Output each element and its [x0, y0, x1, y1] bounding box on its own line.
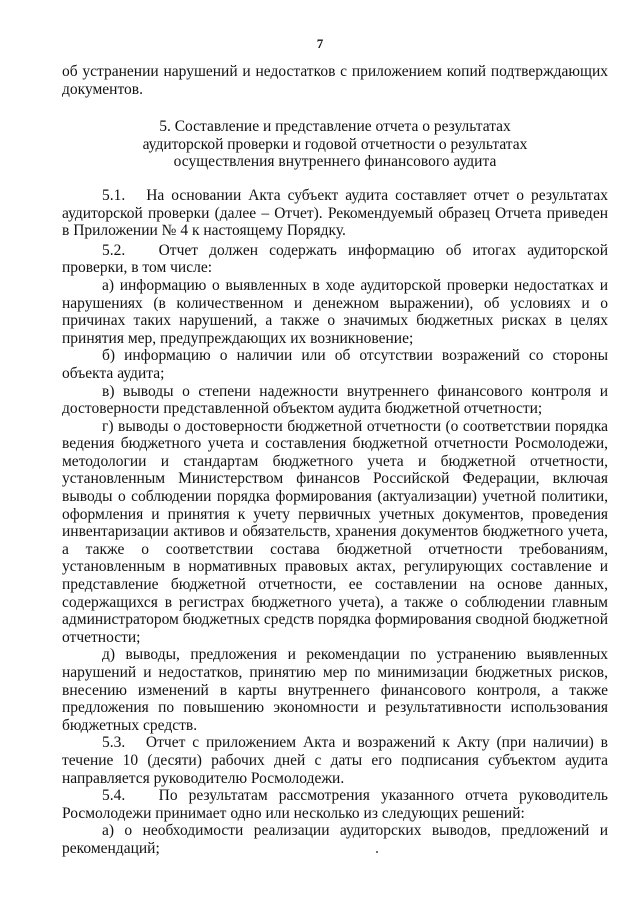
list-item-g: г) выводы о достоверности бюджетной отчетности (о соответствии порядка ведения бюджетного учета и составления бюджетной отчетности Росмолодежи, методологии и стандартам бюджетного учета и бюджетной отчетности, установленным Министерством финансов Российской Федерации, включая выводы о соблюдении порядка формирования (актуализации) учетной политики, оформления и принятия к учету первичных учетных документов, проведения инвентаризации активов и обязательств, хранения документов бюджетного учета, а также о соответствии состава бюджетной отчетности требованиям, установленным в нормативных правовых актах, регулирующих составление и представление бюджетной отчетности, ее составлении на основе данных, содержащихся в регистрах бюджетного учета), а также о соблюдении главным администратором бюджетных средств порядка формирования сводной бюджетной отчетности;: [62, 417, 608, 646]
page-number: 7: [316, 36, 324, 51]
section-title-line-3: осуществления внутреннего финансового аудита: [173, 153, 497, 171]
section-title-line-1: 5. Составление и представление отчета о результатах: [159, 118, 511, 136]
paragraph-5-3: 5.3. Отчет с приложением Акта и возражений к Акту (при наличии) в течение 10 (десяти) рабочих дней с даты его подписания субъектом аудита направляется руководителю Росмолодежи.: [62, 734, 608, 787]
section-title-line-2: аудиторской проверки и годовой отчетности о результатах: [142, 135, 528, 153]
paragraph-5-1: 5.1. На основании Акта субъект аудита составляет отчет о результатах аудиторской проверки (далее – Отчет). Рекомендуемый образец Отчета приведен в Приложении № 4 к настоящему Порядку.: [62, 186, 608, 240]
list-item-a: а) информацию о выявленных в ходе аудиторской проверки недостатках и нарушениях (в количественном и денежном выражении), об условиях и о причинах таких нарушений, а также о значимых бюджетных рисках в целях принятия мер, предупреждающих их возникновение;: [62, 276, 608, 347]
section-title: [62, 118, 608, 171]
list-item-a-decision: а) о необходимости реализации аудиторских выводов, предложений и рекомендаций;: [62, 822, 608, 857]
paragraph-5-4: 5.4. По результатам рассмотрения указанного отчета руководитель Росмолодежи принимает одно или несколько из следующих решений:: [62, 787, 608, 822]
scan-dot-mark: [376, 851, 378, 853]
list-item-v: в) выводы о степени надежности внутреннего финансового контроля и достоверности представленной объектом аудита бюджетной отчетности;: [62, 382, 608, 418]
list-item-b: б) информацию о наличии или об отсутствии возражений со стороны объекта аудита;: [62, 347, 608, 382]
continuation-paragraph: об устранении нарушений и недостатков с приложением копий подтверждающих документов.: [62, 63, 608, 98]
document-body: [62, 63, 608, 858]
list-item-d: д) выводы, предложения и рекомендации по устранению выявленных нарушений и недостатков, принятию мер по минимизации бюджетных рисков, внесению изменений в карты внутреннего финансового контроля, а также предложения по повышению экономности и результативности использования бюджетных средств.: [62, 646, 608, 734]
paragraph-5-2: 5.2. Отчет должен содержать информацию об итогах аудиторской проверки, в том числе:: [62, 241, 608, 277]
